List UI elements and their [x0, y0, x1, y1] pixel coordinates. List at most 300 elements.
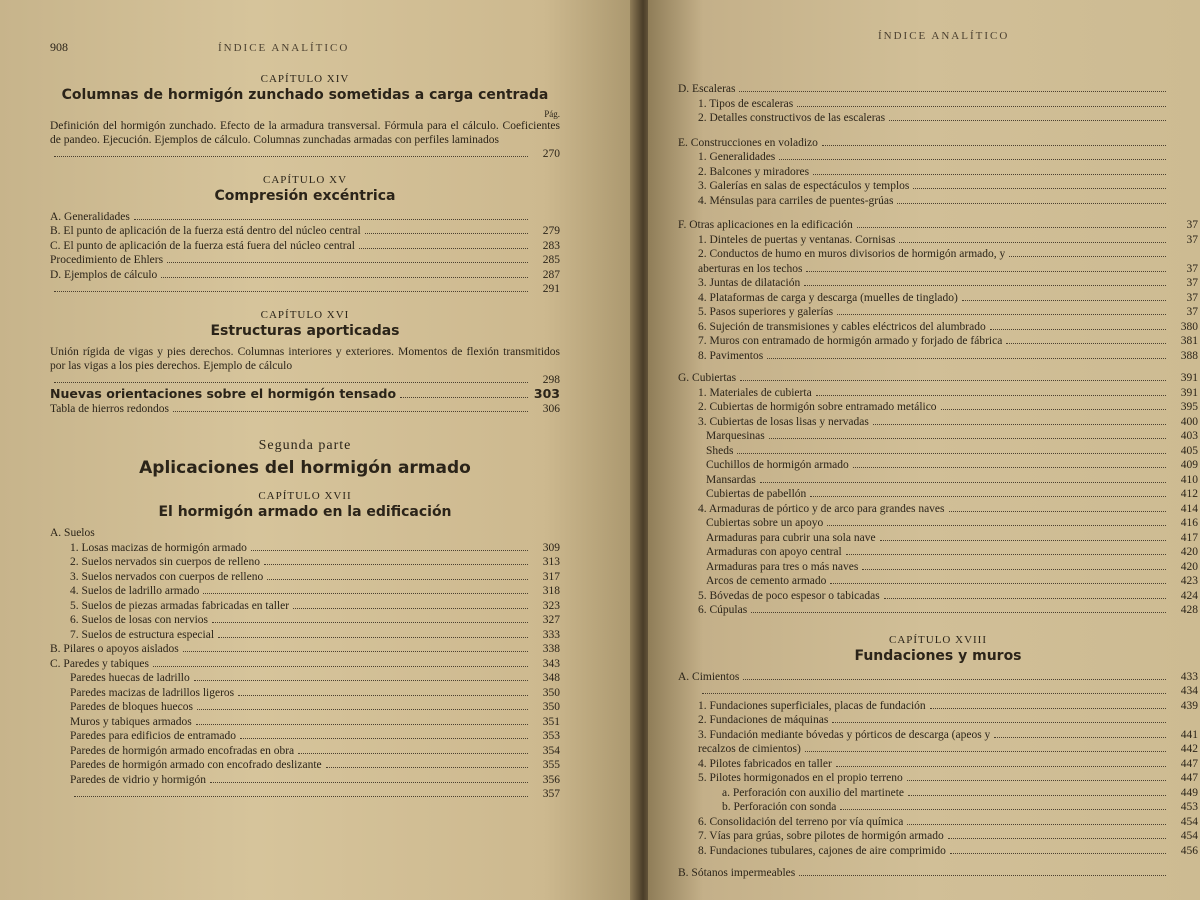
toc-entry-label: B. El punto de aplicación de la fuerza está dentro del núcleo central [50, 225, 361, 237]
toc-entry-label: B. Sótanos impermeables [678, 867, 796, 879]
toc-row [678, 136, 1198, 151]
toc-entry-label: 6. Suelos de losas con nervios [70, 614, 208, 626]
leader-dots [908, 795, 1166, 796]
toc-row [678, 728, 1198, 743]
toc-page-number: 447 [1180, 757, 1198, 770]
leader-dots [218, 637, 528, 638]
toc-entry-label: A. Generalidades [50, 210, 130, 223]
part-label: Segunda parte [258, 438, 352, 453]
toc-row [678, 742, 1198, 757]
toc-page-number: 350 [542, 701, 560, 713]
toc-page-number: 442 [1180, 743, 1198, 755]
leader-dots [806, 271, 1166, 272]
toc-page-number: 403 [1180, 430, 1198, 442]
toc-row [50, 570, 560, 585]
toc-page-number: 441 [1180, 728, 1198, 741]
toc-page-number: 414 [1180, 502, 1198, 515]
leader-dots [760, 482, 1166, 483]
toc-row [50, 686, 560, 701]
toc-page-number: 388 [1180, 349, 1198, 362]
toc-row [678, 334, 1198, 349]
leader-dots [948, 838, 1166, 839]
leader-dots [805, 751, 1166, 752]
leader-dots [267, 579, 528, 580]
toc-row [50, 773, 560, 788]
toc-entry-label: Paredes de hormigón armado encofradas en obra [70, 744, 295, 757]
toc-entry-label: Armaduras para cubrir una sola nave [706, 531, 876, 544]
leader-dots [293, 608, 528, 609]
toc-entry-label: 5. Bóvedas de poco espesor o tabicadas [698, 589, 880, 602]
toc-entry-label: 5. Pilotes hormigonados en el propio terreno [698, 772, 903, 784]
toc-row [678, 574, 1198, 589]
toc-entry-label: b. Perforación con sonda [722, 801, 837, 813]
toc-entry-label: 2. Conductos de humo en muros divisorios de hormigón armado, y [698, 248, 1006, 260]
leader-dots [930, 708, 1166, 709]
toc-row [678, 111, 1198, 126]
leader-dots [196, 724, 528, 725]
leader-dots [846, 554, 1166, 555]
toc-entry-label: Paredes de vidrio y hormigón [70, 773, 207, 786]
toc-page-number: 291 [542, 283, 560, 295]
spacer [678, 208, 1198, 218]
toc-page-number: 428 [1180, 604, 1198, 616]
leader-dots [161, 277, 528, 278]
toc-row: 298 [50, 373, 560, 388]
toc-entry-label: 4. Ménsulas para carriles de puentes-grúas [698, 194, 894, 207]
toc-row [50, 671, 560, 686]
toc-row [50, 758, 560, 773]
leader-dots [862, 569, 1166, 570]
toc-entry-label: D. Escaleras [678, 83, 736, 95]
leader-dots [822, 145, 1166, 146]
chapter-title: Fundaciones y muros [854, 647, 1022, 664]
toc-page-number: 285 [542, 254, 560, 266]
toc-row [678, 262, 1198, 277]
toc-row [678, 815, 1198, 830]
toc-row [678, 684, 1198, 699]
leader-dots [990, 329, 1166, 330]
toc-list [50, 671, 560, 802]
toc-page-number: 424 [1180, 589, 1198, 602]
toc-row [678, 165, 1198, 180]
toc-row [678, 349, 1198, 364]
toc-page-number: 423 [1180, 575, 1198, 587]
toc-entry-label: 7. Muros con entramado de hormigón armado y forjado de fábrica [698, 335, 1003, 347]
toc-entry-label: Muros y tabiques armados [70, 715, 192, 728]
right-header [678, 30, 1200, 42]
toc-row [50, 239, 560, 254]
leader-dots [212, 622, 528, 623]
toc-entry-label: 6. Consolidación del terreno por vía química [698, 815, 904, 828]
toc-row [50, 253, 560, 268]
leader-dots [739, 91, 1166, 92]
toc-row [678, 320, 1198, 335]
chapter-label: CAPÍTULO XVIII [888, 633, 987, 646]
section-heading: A. Suelos [50, 527, 95, 539]
toc-entry-label: Paredes de bloques huecos [70, 701, 193, 713]
toc-row [678, 502, 1198, 517]
toc-row [678, 560, 1198, 575]
chapter-title: El hormigón armado en la edificación [158, 504, 452, 520]
toc-page-number: 391 [1180, 372, 1198, 384]
toc-row [50, 584, 560, 599]
toc-entry-label: Paredes macizas de ladrillos ligeros [70, 686, 235, 699]
toc-page-number: 434 [1180, 685, 1198, 697]
leader-dots [907, 824, 1166, 825]
leader-dots [210, 782, 528, 783]
leader-dots [813, 174, 1166, 175]
toc-row [50, 744, 560, 759]
leader-dots [238, 695, 528, 696]
toc-entry-label: 5. Suelos de piezas armadas fabricadas en taller [70, 599, 290, 612]
chapter-summary: Definición del hormigón zunchado. Efecto de la armadura transversal. Fórmula para el cálculo. Coeficientes de pandeo. Ejecución. Ejemplos de cálculo. Columnas zunchadas armadas con perfiles laminados [50, 120, 560, 146]
toc-page-number: 37 [1186, 219, 1198, 231]
toc-entry-label: Paredes para edificios de entramado [70, 730, 237, 742]
toc-entry-label: Paredes huecas de ladrillo [70, 672, 190, 684]
toc-row [678, 305, 1198, 320]
toc-page-number: 283 [542, 239, 560, 252]
toc-row [678, 400, 1198, 415]
toc-page-number: 447 [1180, 772, 1198, 784]
toc-page-number: 409 [1180, 459, 1198, 471]
toc-entry-label: Armaduras con apoyo central [706, 546, 842, 558]
right-page [648, 0, 1200, 900]
toc-entry-label: 1. Fundaciones superficiales, placas de fundación [698, 699, 926, 712]
leader-dots [769, 438, 1166, 439]
part-title: Aplicaciones del hormigón armado [139, 458, 471, 478]
toc-page-number: 354 [542, 744, 560, 757]
chapter-title: Compresión excéntrica [214, 187, 396, 204]
toc-page-number: 412 [1180, 488, 1198, 500]
toc-page-number: 454 [1180, 830, 1198, 842]
toc-page-number: 454 [1180, 815, 1198, 828]
leader-dots [950, 853, 1166, 854]
toc-page-number: 351 [542, 715, 560, 728]
toc-entry-label: Procedimiento de Ehlers [50, 254, 164, 266]
leader-dots [167, 262, 528, 263]
toc-entry-label: Cubiertas sobre un apoyo [706, 517, 824, 529]
toc-page-number: 400 [1180, 415, 1198, 428]
toc-row [678, 247, 1198, 262]
toc-entry-label: 3. Cubiertas de losas lisas y nervadas [698, 415, 869, 428]
toc-row [678, 545, 1198, 560]
toc-page-number: 350 [542, 686, 560, 699]
toc-page-number: 309 [542, 541, 560, 554]
leader-dots [799, 875, 1166, 876]
leader-dots [365, 233, 528, 234]
leader-dots [203, 593, 528, 594]
toc-row [50, 541, 560, 556]
toc-row [678, 218, 1198, 233]
toc-page-number: 410 [1180, 473, 1198, 486]
toc-row [678, 82, 1198, 97]
toc-page-number: 279 [542, 225, 560, 237]
toc-entry-label: 3. Fundación mediante bóvedas y pórticos de descarga (apeos y [698, 728, 991, 741]
toc-row [50, 599, 560, 614]
toc-entry-label: G. Cubiertas [678, 372, 737, 384]
toc-entry-label: 2. Cubiertas de hormigón sobre entramado metálico [698, 401, 937, 413]
toc-entry-label: 2. Detalles constructivos de las escaleras [698, 112, 886, 124]
leader-dots [197, 709, 528, 710]
toc-page-number: 395 [1180, 401, 1198, 413]
toc-entry-label: 2. Balcones y miradores [698, 165, 810, 178]
toc-row: B. Pilares o apoyos aislados 338 [50, 643, 560, 655]
leader-dots [830, 583, 1166, 584]
toc-row [678, 179, 1198, 194]
leader-dots [889, 120, 1166, 121]
toc-entry-label: 4. Plataformas de carga y descarga (muelles de tinglado) [698, 291, 958, 304]
toc-row [678, 757, 1198, 772]
toc-page-number: 405 [1180, 444, 1198, 457]
running-head: ÍNDICE ANALÍTICO [878, 30, 1010, 42]
leader-dots [737, 453, 1166, 454]
leader-dots [804, 285, 1166, 286]
toc-row [50, 729, 560, 744]
toc-entry-label: E. Construcciones en voladizo [678, 136, 818, 149]
left-header [50, 40, 560, 55]
leader-dots [840, 809, 1166, 810]
toc-entry-label: 4. Armaduras de pórtico y de arco para grandes naves [698, 502, 945, 515]
toc-row [678, 866, 1198, 881]
toc-row: Tabla de hierros redondos 306 [50, 402, 560, 415]
leader-dots [1009, 256, 1166, 257]
spacer [678, 858, 1198, 866]
toc-entry-label: Paredes de hormigón armado con encofrado deslizante [70, 759, 322, 771]
toc-row [50, 787, 560, 802]
toc-page-number: 287 [542, 268, 560, 281]
chapter-summary: Unión rígida de vigas y pies derechos. Columnas interiores y exteriores. Momentos de flexión transmitidos por las vigas a los pies derechos. Ejemplo de cálculo [50, 345, 560, 372]
toc-entry-label: Cubiertas de pabellón [706, 488, 807, 500]
chapter-label: CAPÍTULO XV [262, 173, 348, 186]
toc-page-number: 323 [542, 599, 560, 612]
toc-entry-label: aberturas en los techos [698, 262, 803, 275]
toc-row [678, 800, 1198, 815]
toc-row [678, 699, 1198, 714]
toc-entry-label: 2. Suelos nervados sin cuerpos de relleno [70, 556, 261, 568]
toc-row [678, 458, 1198, 473]
toc-row [678, 771, 1198, 786]
leader-dots [194, 680, 528, 681]
toc-entry-label: Marquesinas [706, 430, 765, 442]
toc-page-number: 449 [1180, 786, 1198, 799]
leader-dots [913, 188, 1166, 189]
toc-row [50, 715, 560, 730]
toc-entry-label: Mansardas [706, 473, 756, 486]
toc-page-number: 313 [542, 556, 560, 568]
leader-dots [816, 395, 1166, 396]
leader-dots [1006, 343, 1166, 344]
toc-row [678, 194, 1198, 209]
toc-row [678, 589, 1198, 604]
toc-entry-label: a. Perforación con auxilio del martinete [722, 786, 905, 799]
toc-row: 270 [50, 147, 560, 162]
toc-entry-label: D. Ejemplos de cálculo [50, 268, 158, 281]
toc-entry-label: 8. Fundaciones tubulares, cajones de aire comprimido [698, 844, 946, 857]
toc-entry-label: Sheds [706, 444, 734, 457]
toc-page-number: 37 [1186, 291, 1198, 304]
leader-dots [251, 550, 528, 551]
toc-row [678, 386, 1198, 401]
toc-page-number: 380 [1180, 320, 1198, 333]
leader-dots [899, 242, 1166, 243]
toc-entry-label: 1. Materiales de cubierta [698, 386, 812, 399]
leader-dots [54, 291, 528, 292]
toc-row [50, 700, 560, 715]
toc-row: Nuevas orientaciones sobre el hormigón tensado 303 [50, 386, 560, 401]
leader-dots [994, 737, 1166, 738]
toc-page-number: 37 [1186, 262, 1198, 275]
toc-page-number: 391 [1180, 386, 1198, 399]
leader-dots [827, 525, 1166, 526]
leader-dots [810, 496, 1166, 497]
toc-row [678, 233, 1198, 248]
toc-page-number: 356 [542, 773, 560, 786]
toc-page-number: 353 [542, 730, 560, 742]
toc-entry-label: 3. Galerías en salas de espectáculos y templos [698, 180, 910, 192]
toc-entry-label: 1. Dinteles de puertas y ventanas. Cornisas [698, 233, 896, 246]
toc-entry-label: A. Cimientos [678, 670, 740, 683]
toc-entry-label: 4. Suelos de ladrillo armado [70, 585, 200, 597]
leader-dots [832, 722, 1166, 723]
leader-dots [836, 766, 1166, 767]
toc-page-number: 37 [1186, 233, 1198, 246]
toc-row: C. Paredes y tabiques 343 [50, 657, 560, 670]
toc-row [50, 224, 560, 239]
toc-entry-label: Arcos de cemento armado [706, 575, 827, 587]
running-head: ÍNDICE ANALÍTICO [218, 42, 350, 54]
leader-dots [949, 511, 1166, 512]
toc-row [678, 276, 1198, 291]
spacer [678, 363, 1198, 371]
chapter-title: Estructuras aporticadas [210, 322, 400, 339]
toc-page-number: 327 [542, 614, 560, 626]
chapter-label: CAPÍTULO XIV [260, 73, 350, 85]
toc-row [678, 444, 1198, 459]
leader-dots [873, 424, 1166, 425]
chapter-title: Columnas de hormigón zunchado sometidas a carga centrada [61, 87, 549, 103]
toc-entry-label: 5. Pasos superiores y galerías [698, 306, 834, 318]
leader-dots [797, 106, 1166, 107]
leader-dots [298, 753, 528, 754]
toc-row [50, 210, 560, 225]
toc-row [678, 516, 1198, 531]
leader-dots [853, 467, 1166, 468]
toc-entry-label: 1. Generalidades [698, 151, 776, 163]
toc-page-number: 348 [542, 672, 560, 684]
toc-row [50, 628, 560, 643]
leader-dots [897, 203, 1166, 204]
leader-dots [264, 564, 528, 565]
leader-dots [962, 300, 1166, 301]
toc-row [678, 670, 1198, 685]
toc-list [50, 210, 560, 297]
toc-page-number: 433 [1180, 670, 1198, 683]
toc-entry-label: 7. Vías para grúas, sobre pilotes de hormigón armado [698, 830, 944, 842]
leader-dots [751, 612, 1166, 613]
toc-entry-label: Armaduras para tres o más naves [706, 560, 859, 573]
leader-dots [134, 219, 528, 220]
toc-entry-label: 7. Suelos de estructura especial [70, 628, 215, 641]
toc-row [678, 371, 1198, 386]
toc-entry-label: 6. Sujeción de transmisiones y cables eléctricos del alumbrado [698, 320, 986, 333]
toc-page-number: 37 [1186, 277, 1198, 289]
toc-list [50, 541, 560, 643]
toc-row [678, 291, 1198, 306]
toc-row [678, 829, 1198, 844]
leader-dots [779, 159, 1166, 160]
toc-entry-label: 3. Suelos nervados con cuerpos de relleno [70, 570, 264, 583]
toc-row [50, 282, 560, 297]
leader-dots [767, 358, 1166, 359]
toc-row [678, 97, 1198, 112]
toc-page-number: 420 [1180, 546, 1198, 558]
toc-row [678, 487, 1198, 502]
toc-page-number: 381 [1180, 335, 1198, 347]
pag-label: Pág. [544, 109, 560, 119]
toc-entry-label: 4. Pilotes fabricados en taller [698, 757, 832, 770]
toc-entry-label: Cuchillos de hormigón armado [706, 459, 849, 471]
toc-page-number: 37 [1186, 306, 1198, 318]
page-number: 908 [50, 40, 68, 54]
toc-page-number: 439 [1180, 699, 1198, 712]
toc-row [678, 473, 1198, 488]
leader-dots [907, 780, 1166, 781]
toc-page-number: 318 [542, 585, 560, 597]
toc-page-number: 417 [1180, 531, 1198, 544]
toc-entry-label: 1. Losas macizas de hormigón armado [70, 541, 247, 554]
toc-entry-label: recalzos de cimientos) [698, 743, 801, 755]
toc-page-number: 317 [542, 570, 560, 583]
toc-page-number: 416 [1180, 517, 1198, 529]
toc-row [50, 613, 560, 628]
toc-row [678, 786, 1198, 801]
toc-page-number: 333 [542, 628, 560, 641]
leader-dots [884, 598, 1166, 599]
toc-row [678, 713, 1198, 728]
toc-page-number: 456 [1180, 844, 1198, 857]
toc-entry-label: 1. Tipos de escaleras [698, 97, 794, 110]
toc-entry-label: 2. Fundaciones de máquinas [698, 714, 829, 726]
chapter-label: CAPÍTULO XVI [260, 308, 350, 321]
leader-dots [240, 738, 528, 739]
toc-row [50, 268, 560, 283]
spacer [678, 126, 1198, 136]
toc-page-number: 420 [1180, 560, 1198, 573]
leader-dots [740, 380, 1166, 381]
toc-row [678, 150, 1198, 165]
leader-dots [326, 767, 528, 768]
toc-row [678, 603, 1198, 618]
toc-entry-label: C. El punto de aplicación de la fuerza está fuera del núcleo central [50, 239, 355, 252]
toc-row [678, 429, 1198, 444]
leader-dots [941, 409, 1166, 410]
leader-dots [837, 314, 1166, 315]
toc-entry-label: 6. Cúpulas [698, 604, 748, 616]
leader-dots [359, 248, 528, 249]
toc-entry-label: 3. Juntas de dilatación [698, 277, 801, 289]
toc-row [678, 415, 1198, 430]
leader-dots [702, 693, 1166, 694]
toc-page-number: 453 [1180, 801, 1198, 813]
leader-dots [880, 540, 1166, 541]
toc-page-number: 357 [542, 788, 560, 800]
leader-dots [74, 796, 528, 797]
toc-list [678, 82, 1198, 881]
toc-entry-label: 8. Pavimentos [698, 349, 764, 362]
toc-entry-label: F. Otras aplicaciones en la edificación [678, 219, 853, 231]
leader-dots [857, 227, 1166, 228]
toc-row [678, 844, 1198, 859]
